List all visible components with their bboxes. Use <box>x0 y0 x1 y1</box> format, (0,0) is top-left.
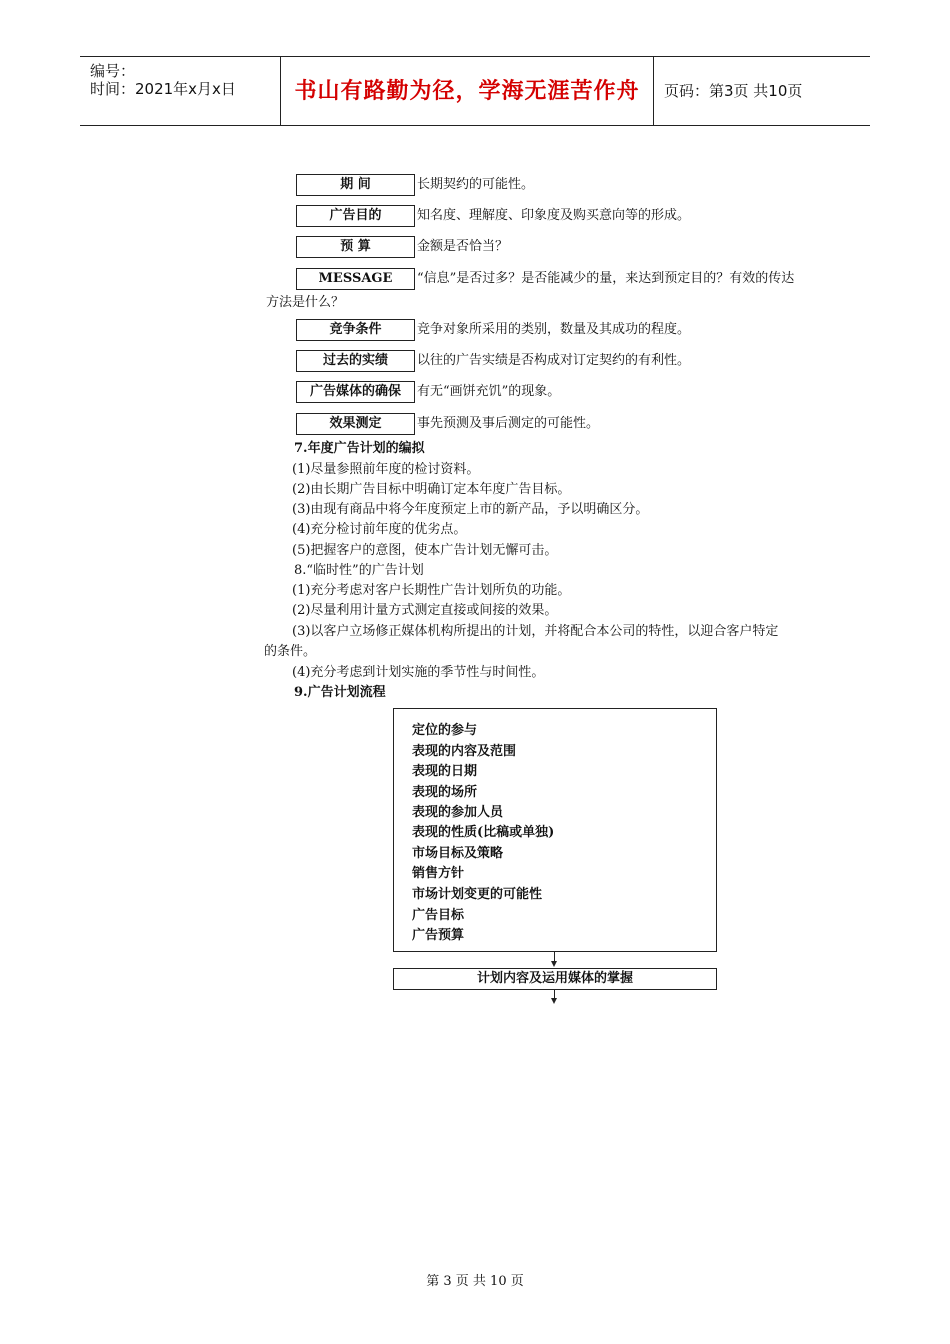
row-desc: 有无“画饼充饥”的现象。 <box>417 384 561 399</box>
document-header <box>80 56 870 126</box>
row-desc: 事先预测及事后测定的可能性。 <box>417 416 600 431</box>
number-label: 编号： <box>90 62 136 80</box>
list-item: 的条件。 <box>264 644 317 659</box>
row-desc: 长期契约的可能性。 <box>417 177 535 192</box>
arrow-down-icon <box>551 998 557 1004</box>
flow-next-step-box: 计划内容及运用媒体的掌握 <box>393 968 717 990</box>
list-item: (4)充分考虑到计划实施的季节性与时间性。 <box>292 665 545 680</box>
row-label: 效果测定 <box>296 413 415 435</box>
motto: 书山有路勤为径，学海无涯苦作舟 <box>294 78 640 104</box>
page-label: 页码：第3页 共10页 <box>664 82 803 100</box>
row-label: MESSAGE <box>296 268 415 290</box>
list-item: (2)由长期广告目标中明确订定本年度广告目标。 <box>292 482 571 497</box>
flow-item: 广告目标 <box>412 908 465 923</box>
row-desc: 竞争对象所采用的类别，数量及其成功的程度。 <box>417 322 691 337</box>
list-item: (3)由现有商品中将今年度预定上市的新产品，予以明确区分。 <box>292 502 649 517</box>
flow-item: 表现的日期 <box>412 764 478 779</box>
section-9-title: 9.广告计划流程 <box>294 685 386 700</box>
list-item: (2)尽量利用计量方式测定直接或间接的效果。 <box>292 603 558 618</box>
flow-item: 市场计划变更的可能性 <box>412 887 543 902</box>
page-footer: 第 3 页 共 10 页 <box>426 1274 524 1289</box>
flow-input-box <box>393 708 717 952</box>
section-8-title: 8.“临时性”的广告计划 <box>294 563 424 578</box>
header-meta-cell <box>80 57 281 125</box>
list-item: (1)充分考虑对客户长期性广告计划所负的功能。 <box>292 583 571 598</box>
message-continuation: 方法是什么？ <box>266 295 345 310</box>
flow-item: 市场目标及策略 <box>412 846 504 861</box>
section-7-title: 7.年度广告计划的编拟 <box>294 441 425 456</box>
list-item: (4)充分检讨前年度的优劣点。 <box>292 522 467 537</box>
row-label: 竞争条件 <box>296 319 415 341</box>
list-item: (1)尽量参照前年度的检讨资料。 <box>292 462 480 477</box>
list-item: (3)以客户立场修正媒体机构所提出的计划，并将配合本公司的特性，以迎合客户特定 <box>292 624 779 639</box>
row-desc: 知名度、理解度、印象度及购买意向等的形成。 <box>417 208 691 223</box>
flow-item: 销售方针 <box>412 866 465 881</box>
row-label: 过去的实绩 <box>296 350 415 372</box>
row-desc: 金额是否恰当？ <box>417 239 509 254</box>
header-motto-cell <box>281 57 654 125</box>
flow-item: 表现的参加人员 <box>412 805 504 820</box>
date-label: 时间：2021年x月x日 <box>90 80 236 98</box>
flow-item: 表现的场所 <box>412 785 478 800</box>
flow-item: 定位的参与 <box>412 723 478 738</box>
flow-item: 表现的性质(比稿或单独) <box>412 825 555 840</box>
row-desc: 以往的广告实绩是否构成对订定契约的有利性。 <box>417 353 691 368</box>
row-label: 广告媒体的确保 <box>296 381 415 403</box>
row-label: 广告目的 <box>296 205 415 227</box>
header-page-cell <box>654 57 870 125</box>
row-label: 期 间 <box>296 174 415 196</box>
flow-arrow-line <box>554 951 555 961</box>
flow-item: 表现的内容及范围 <box>412 744 517 759</box>
row-label: 预 算 <box>296 236 415 258</box>
flow-item: 广告预算 <box>412 928 465 943</box>
row-desc: “信息”是否过多？是否能减少的量，来达到预定目的？有效的传达 <box>417 271 795 286</box>
flow-arrow-line <box>554 990 555 998</box>
arrow-down-icon <box>551 961 557 967</box>
list-item: (5)把握客户的意图，使本广告计划无懈可击。 <box>292 543 558 558</box>
